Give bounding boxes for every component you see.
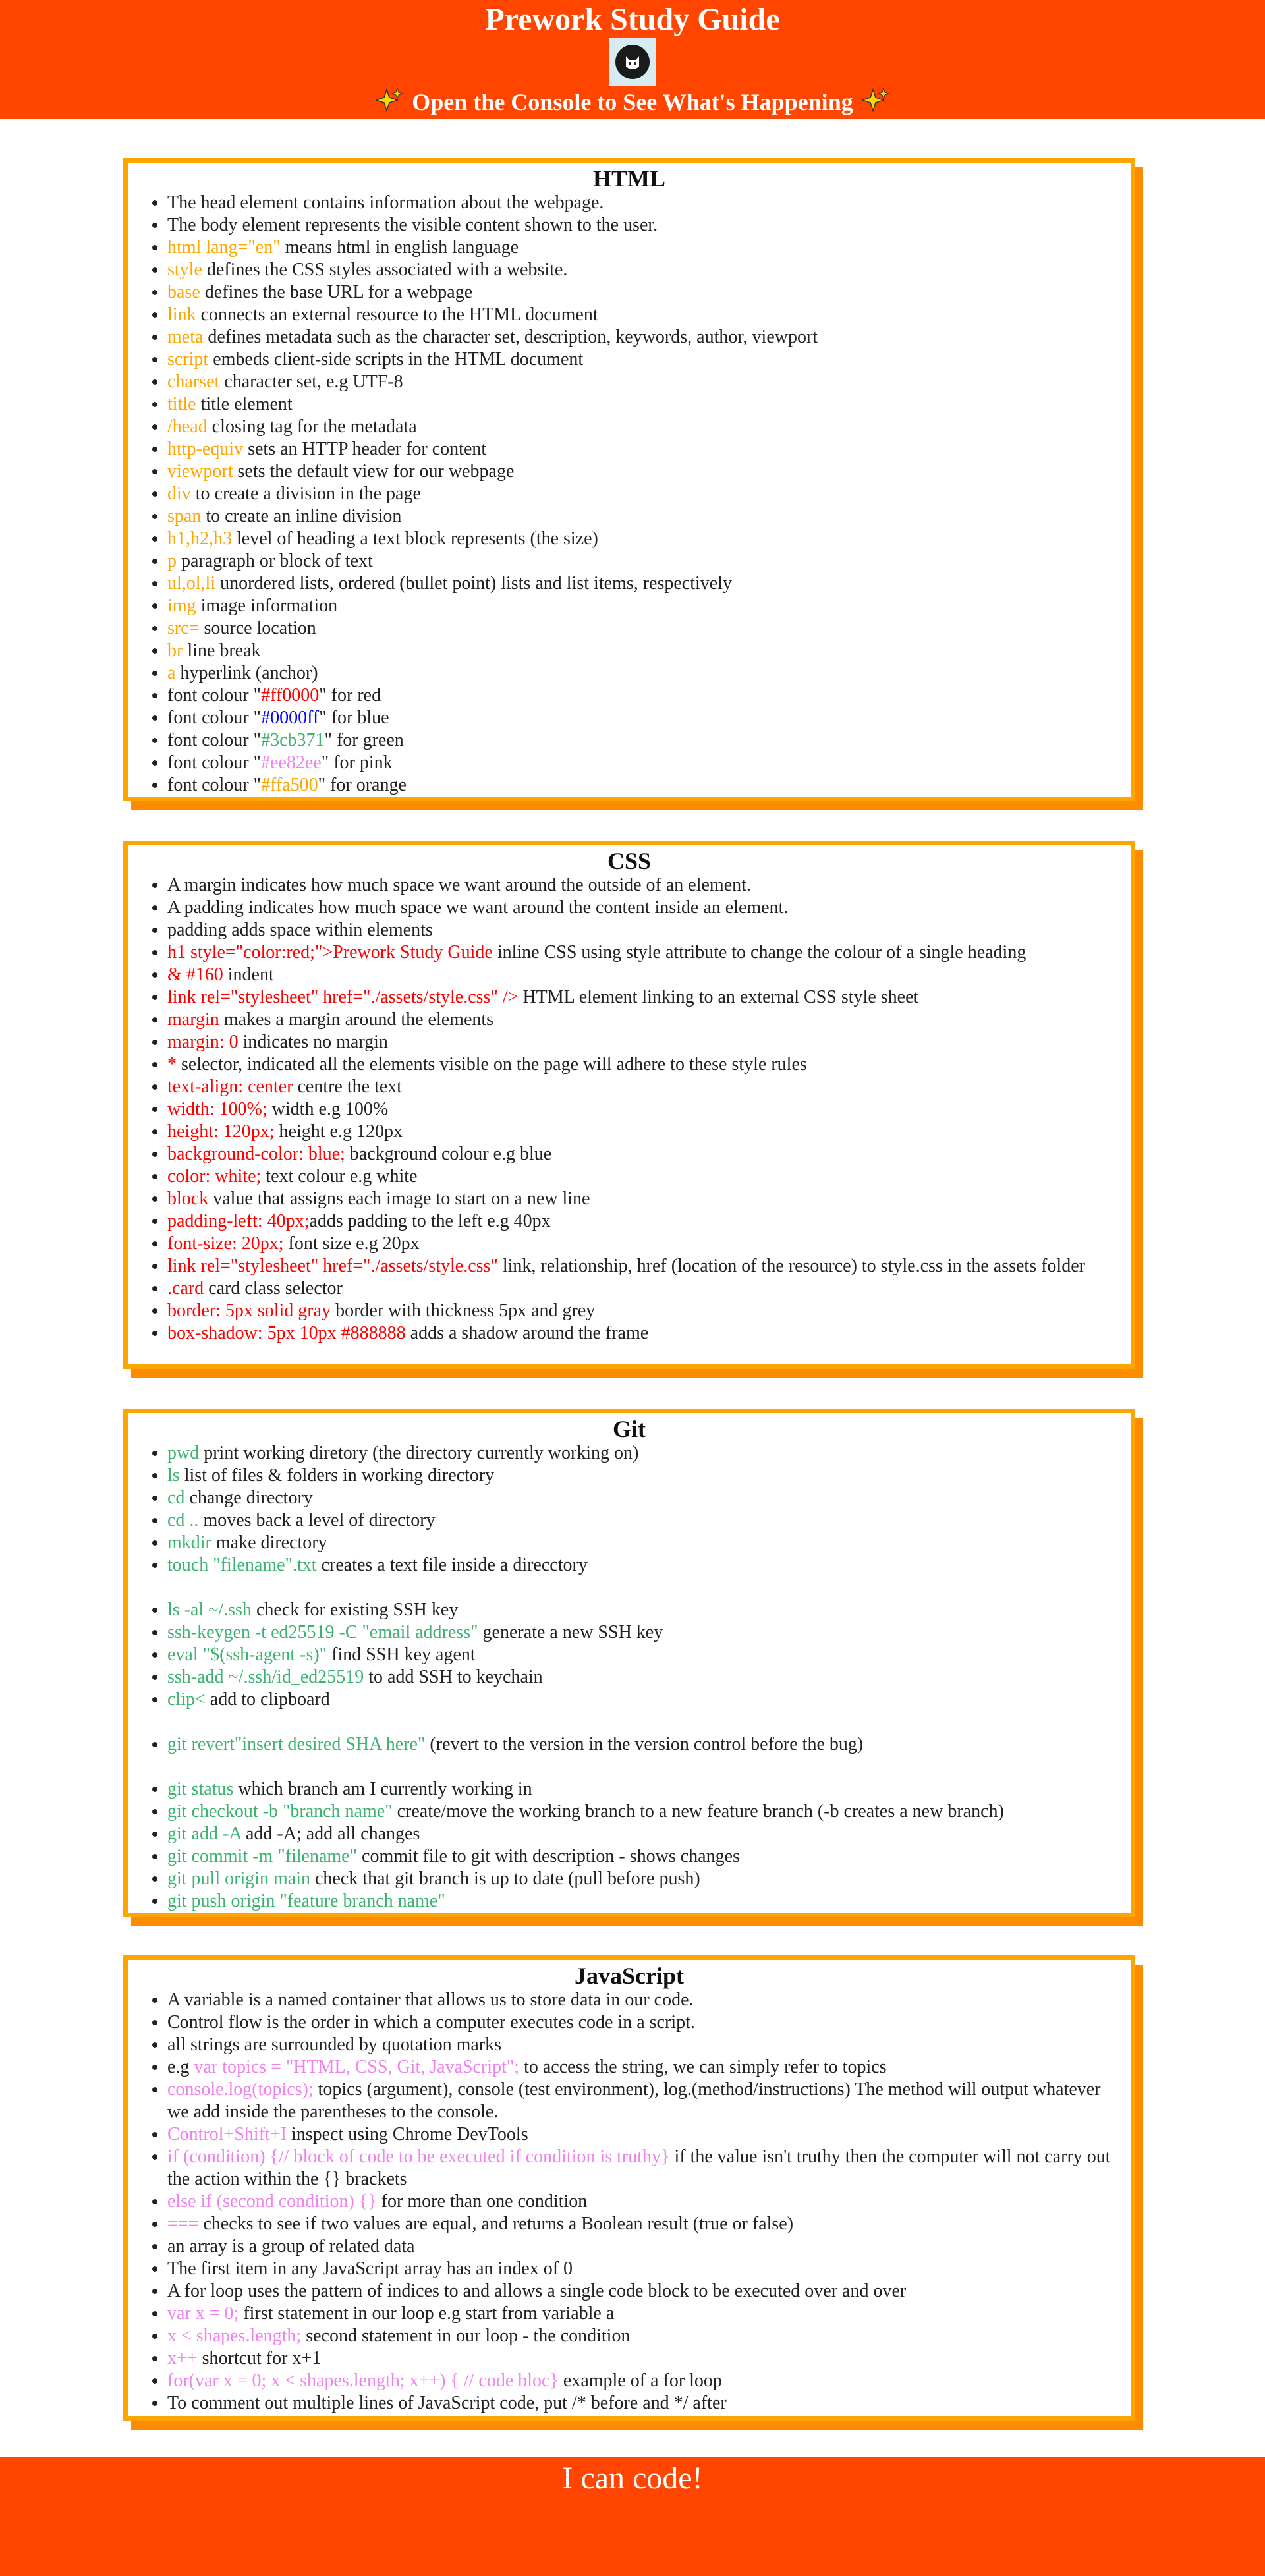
list-item xyxy=(167,1255,1117,1277)
list-item xyxy=(167,505,1117,528)
item-description: add -A; add all changes xyxy=(241,1824,420,1844)
list-item xyxy=(167,2370,1117,2392)
list-item xyxy=(167,1845,1117,1868)
list-item xyxy=(167,573,1117,595)
code-term: mkdir xyxy=(167,1532,211,1553)
list-item xyxy=(167,2146,1117,2191)
code-term: .card xyxy=(167,1278,204,1299)
item-description: find SSH key agent xyxy=(327,1644,476,1665)
code-term: Control+Shift+I xyxy=(167,2124,287,2144)
code-term: text-align: center xyxy=(167,1077,293,1097)
list-item xyxy=(167,393,1117,416)
item-description: indicates no margin xyxy=(238,1032,388,1052)
list-item xyxy=(167,1233,1117,1255)
code-term: === xyxy=(167,2214,199,2234)
code-term: ssh-add ~/.ssh/id_ed25519 xyxy=(167,1667,364,1687)
list-item xyxy=(167,304,1117,326)
item-prefix: font colour " xyxy=(167,752,262,773)
code-term: link xyxy=(167,304,196,325)
list-item xyxy=(167,1300,1117,1322)
item-description: generate a new SSH key xyxy=(478,1622,663,1642)
item-description: an array is a group of related data xyxy=(167,2236,415,2256)
item-description: which branch am I currently working in xyxy=(233,1779,532,1799)
item-prefix: font colour " xyxy=(167,775,262,795)
list-item xyxy=(167,371,1117,393)
list-item xyxy=(167,1031,1117,1053)
list-item xyxy=(167,617,1117,640)
list-item xyxy=(167,1487,1117,1509)
code-term: else if (second condition) {} xyxy=(167,2191,377,2212)
list-item xyxy=(167,1210,1117,1233)
font-colour-item xyxy=(167,774,1117,797)
git-list xyxy=(128,1442,1131,1913)
list-item xyxy=(167,461,1117,483)
item-description: selector, indicated all the elements visible on the page will adhere to these style rules xyxy=(177,1054,807,1075)
group-spacer xyxy=(167,1711,1117,1733)
item-description: height e.g 120px xyxy=(274,1121,403,1142)
list-item xyxy=(167,2258,1117,2280)
code-term: cd .. xyxy=(167,1510,199,1530)
list-item xyxy=(167,1621,1117,1644)
code-term: http-equiv xyxy=(167,439,244,459)
item-description: card class selector xyxy=(204,1278,343,1299)
list-item xyxy=(167,2191,1117,2213)
list-item xyxy=(167,897,1117,919)
code-term: margin xyxy=(167,1009,219,1030)
code-term: git status xyxy=(167,1779,234,1799)
code-term: script xyxy=(167,349,209,370)
code-term: if (condition) {// block of code to be executed if condition is truthy} xyxy=(167,2146,670,2167)
item-description: A margin indicates how much space we want around the outside of an element. xyxy=(167,875,751,895)
code-term: margin: 0 xyxy=(167,1032,239,1052)
javascript-card xyxy=(123,1955,1135,2421)
list-item xyxy=(167,1801,1117,1823)
list-item xyxy=(167,349,1117,371)
list-item xyxy=(167,2123,1117,2146)
item-description: add to clipboard xyxy=(205,1689,330,1710)
code-term: box-shadow: 5px 10px #888888 xyxy=(167,1323,406,1343)
code-term: style xyxy=(167,260,202,280)
item-description: second statement in our loop - the condition xyxy=(301,2326,631,2346)
list-item xyxy=(167,1666,1117,1689)
code-term: charset xyxy=(167,372,220,392)
code-term: span xyxy=(167,506,202,526)
code-term: /head xyxy=(167,416,208,437)
font-colour-item xyxy=(167,685,1117,707)
code-term: git push origin "feature branch name" xyxy=(167,1891,445,1911)
list-item xyxy=(167,640,1117,662)
list-item xyxy=(167,986,1117,1009)
item-prefix: e.g xyxy=(167,2057,194,2077)
list-item xyxy=(167,2325,1117,2347)
list-item xyxy=(167,1009,1117,1031)
item-description: shortcut for x+1 xyxy=(197,2348,322,2368)
html-list xyxy=(128,192,1131,685)
item-description: border with thickness 5px and grey xyxy=(331,1301,596,1321)
card-title: HTML xyxy=(592,165,665,192)
card-title: JavaScript xyxy=(575,1963,684,1989)
item-description: width e.g 100% xyxy=(267,1099,389,1119)
code-term: git pull origin main xyxy=(167,1868,310,1889)
list-item xyxy=(167,1554,1117,1577)
list-item xyxy=(167,483,1117,505)
list-item xyxy=(167,1165,1117,1188)
css-list xyxy=(128,874,1131,1345)
group-spacer xyxy=(167,1756,1117,1778)
item-description: all strings are surrounded by quotation marks xyxy=(167,2034,502,2055)
list-item xyxy=(167,1322,1117,1345)
item-description: character set, e.g UTF-8 xyxy=(219,372,403,392)
item-description: image information xyxy=(196,596,338,616)
item-prefix: font colour " xyxy=(167,685,262,706)
sparkles-icon xyxy=(862,87,889,122)
item-description: link, relationship, href (location of the resource) to style.css in the assets folder xyxy=(497,1256,1085,1276)
group-spacer xyxy=(167,1577,1117,1599)
html-card xyxy=(123,158,1135,801)
list-item xyxy=(167,1689,1117,1711)
item-description: text colour e.g white xyxy=(261,1166,418,1187)
card-title: CSS xyxy=(607,848,652,874)
item-description: source location xyxy=(199,618,316,638)
list-item xyxy=(167,259,1117,281)
item-description: moves back a level of directory xyxy=(198,1510,436,1530)
item-description: A for loop uses the pattern of indices to and allows a single code block to be executed over and over xyxy=(167,2281,907,2301)
code-term: h1,h2,h3 xyxy=(167,528,232,549)
list-item xyxy=(167,2056,1117,2079)
item-description: font size e.g 20px xyxy=(283,1233,420,1254)
subtitle xyxy=(0,86,1265,119)
code-term: width: 100%; xyxy=(167,1099,267,1119)
list-item xyxy=(167,2079,1117,2123)
item-description: To comment out multiple lines of JavaScript code, put /* before and */ after xyxy=(167,2393,727,2413)
item-description: adds padding to the left e.g 40px xyxy=(309,1211,551,1231)
code-term: ul,ol,li xyxy=(167,573,216,594)
font-colour-item xyxy=(167,729,1117,752)
list-item xyxy=(167,662,1117,685)
item-description: value that assigns each image to start on a new line xyxy=(208,1189,590,1209)
list-item xyxy=(167,1733,1117,1756)
item-description: hyperlink (anchor) xyxy=(175,663,318,683)
cat-silhouette-icon xyxy=(615,45,650,79)
list-item xyxy=(167,1644,1117,1666)
list-item xyxy=(167,1532,1117,1554)
colour-hex: #ffa500 xyxy=(261,775,318,795)
font-colour-list xyxy=(128,685,1131,797)
item-description: makes a margin around the elements xyxy=(219,1009,494,1030)
item-description: " for green xyxy=(324,730,404,750)
code-term: padding-left: 40px; xyxy=(167,1211,310,1231)
list-item xyxy=(167,941,1117,964)
code-term: ls -al ~/.ssh xyxy=(167,1600,252,1620)
list-item xyxy=(167,2213,1117,2235)
list-item xyxy=(167,2303,1117,2325)
item-description: creates a text file inside a direcctory xyxy=(316,1555,588,1575)
list-item xyxy=(167,326,1117,349)
item-description: check that git branch is up to date (pull before push) xyxy=(310,1868,700,1889)
code-term: html lang="en" xyxy=(167,237,281,258)
item-description: line break xyxy=(183,640,261,661)
item-description: A padding indicates how much space we want around the content inside an element. xyxy=(167,897,789,918)
item-description: The first item in any JavaScript array has an index of 0 xyxy=(167,2258,573,2279)
code-term: border: 5px solid gray xyxy=(167,1301,331,1321)
git-card xyxy=(123,1409,1135,1917)
code-term: div xyxy=(167,484,191,504)
list-item xyxy=(167,528,1117,550)
code-term: console.log(topics); xyxy=(167,2079,314,2100)
colour-hex: #ff0000 xyxy=(261,685,320,706)
item-description: HTML element linking to an external CSS style sheet xyxy=(518,987,919,1007)
code-term: eval "$(ssh-agent -s)" xyxy=(167,1644,327,1665)
item-description: (revert to the version in the version control before the bug) xyxy=(425,1734,864,1754)
list-item xyxy=(167,1599,1117,1621)
item-description: inspect using Chrome DevTools xyxy=(286,2124,528,2144)
list-item xyxy=(167,1143,1117,1165)
code-term: cd xyxy=(167,1488,185,1508)
code-term: ssh-keygen -t ed25519 -C "email address" xyxy=(167,1622,478,1642)
list-item xyxy=(167,1076,1117,1098)
item-prefix: font colour " xyxy=(167,708,262,728)
item-description: " for blue xyxy=(319,708,389,728)
item-description: check for existing SSH key xyxy=(251,1600,459,1620)
item-description: to create a division in the page xyxy=(190,484,421,504)
list-item xyxy=(167,1890,1117,1913)
item-description: list of files & folders in working directory xyxy=(179,1465,495,1486)
code-term: font-size: 20px; xyxy=(167,1233,284,1254)
list-item xyxy=(167,1823,1117,1845)
footer-text: I can code! xyxy=(562,2461,703,2496)
code-term: for(var x = 0; x < shapes.length; x++) { // code bloc} xyxy=(167,2370,559,2391)
list-item xyxy=(167,2011,1117,2034)
item-description: The body element represents the visible content shown to the user. xyxy=(167,215,658,235)
logo xyxy=(609,38,656,86)
code-term: x++ xyxy=(167,2348,198,2368)
code-term: git commit -m "filename" xyxy=(167,1846,358,1866)
list-item xyxy=(167,1509,1117,1532)
item-description: A variable is a named container that allows us to store data in our code. xyxy=(167,1990,694,2010)
code-term: img xyxy=(167,596,196,616)
item-description: defines the base URL for a webpage xyxy=(200,282,473,302)
list-item xyxy=(167,2347,1117,2370)
code-term: link rel="stylesheet" href="./assets/style.css" xyxy=(167,1256,498,1276)
list-item xyxy=(167,595,1117,617)
list-item xyxy=(167,1465,1117,1487)
code-term: block xyxy=(167,1189,209,1209)
item-prefix: font colour " xyxy=(167,730,262,750)
code-term: pwd xyxy=(167,1443,200,1463)
item-description: sets the default view for our webpage xyxy=(233,461,515,482)
list-item xyxy=(167,874,1117,897)
item-description: level of heading a text block represents (the size) xyxy=(232,528,598,549)
css-card xyxy=(123,841,1135,1369)
code-term: * xyxy=(167,1054,177,1075)
item-description: checks to see if two values are equal, and returns a Boolean result (true or false) xyxy=(198,2214,794,2234)
list-item xyxy=(167,1098,1117,1121)
code-term: br xyxy=(167,640,183,661)
item-description: embeds client-side scripts in the HTML document xyxy=(208,349,584,370)
item-description: Control flow is the order in which a computer executes code in a script. xyxy=(167,2012,695,2032)
list-item xyxy=(167,964,1117,986)
item-description: " for red xyxy=(319,685,381,706)
list-item xyxy=(167,1053,1117,1076)
item-description: indent xyxy=(223,965,274,985)
item-description: The head element contains information about the webpage. xyxy=(167,192,604,213)
item-description: topics (argument), console (test environment), log.(method/instructions) The method will output whatever we add inside the parentheses to the console. xyxy=(167,2079,1101,2122)
list-item xyxy=(167,416,1117,438)
item-description: " for pink xyxy=(321,752,393,773)
font-colour-item xyxy=(167,707,1117,729)
item-description: make directory xyxy=(211,1532,327,1553)
code-term: a xyxy=(167,663,176,683)
font-colour-item xyxy=(167,752,1117,774)
list-item xyxy=(167,1989,1117,2011)
card-title: Git xyxy=(613,1416,646,1442)
code-term: & #160 xyxy=(167,965,223,985)
list-item xyxy=(167,281,1117,304)
list-item xyxy=(167,2235,1117,2258)
item-description: sets an HTTP header for content xyxy=(243,439,487,459)
list-item xyxy=(167,1188,1117,1210)
item-description: inline CSS using style attribute to change the colour of a single heading xyxy=(492,942,1026,963)
item-description: centre the text xyxy=(293,1077,403,1097)
code-term: viewport xyxy=(167,461,233,482)
item-description: means html in english language xyxy=(280,237,519,258)
code-term: src= xyxy=(167,618,200,638)
item-description: commit file to git with description - shows changes xyxy=(357,1846,740,1866)
page-header xyxy=(0,0,1265,119)
code-term: ls xyxy=(167,1465,180,1486)
item-description: defines the CSS styles associated with a website. xyxy=(202,260,568,280)
code-term: git checkout -b "branch name" xyxy=(167,1801,393,1822)
item-description: paragraph or block of text xyxy=(177,551,373,571)
list-item xyxy=(167,550,1117,573)
item-description: title element xyxy=(196,394,293,414)
code-term: height: 120px; xyxy=(167,1121,275,1142)
code-term: clip< xyxy=(167,1689,206,1710)
page-footer xyxy=(0,2457,1265,2576)
list-item xyxy=(167,438,1117,461)
item-description: adds a shadow around the frame xyxy=(405,1323,649,1343)
item-description: defines metadata such as the character set, description, keywords, author, viewport xyxy=(203,327,818,347)
item-description: closing tag for the metadata xyxy=(207,416,417,437)
code-term: x < shapes.length; xyxy=(167,2326,302,2346)
code-term: p xyxy=(167,551,177,571)
item-description: connects an external resource to the HTML document xyxy=(196,304,598,325)
item-description: if the value isn't truthy then the computer will not carry out the action within the {} brackets xyxy=(167,2146,1111,2189)
list-item xyxy=(167,1442,1117,1465)
item-description: background colour e.g blue xyxy=(345,1144,552,1164)
list-item xyxy=(167,214,1117,237)
item-description: create/move the working branch to a new feature branch (-b creates a new branch) xyxy=(392,1801,1004,1822)
code-term: title xyxy=(167,394,196,414)
item-description: for more than one condition xyxy=(376,2191,588,2212)
list-item xyxy=(167,1868,1117,1890)
item-description: print working diretory (the directory currently working on) xyxy=(199,1443,639,1463)
sparkles-icon xyxy=(376,87,403,122)
code-term: touch "filename".txt xyxy=(167,1555,317,1575)
list-item xyxy=(167,1121,1117,1143)
list-item xyxy=(167,237,1117,259)
list-item xyxy=(167,2392,1117,2415)
code-term: git revert"insert desired SHA here" xyxy=(167,1734,426,1754)
colour-hex: #ee82ee xyxy=(261,752,322,773)
list-item xyxy=(167,1778,1117,1801)
list-item xyxy=(167,2034,1117,2056)
code-term: color: white; xyxy=(167,1166,262,1187)
list-item xyxy=(167,919,1117,941)
list-item xyxy=(167,192,1117,214)
list-item xyxy=(167,1277,1117,1300)
code-term: h1 style="color:red;">Prework Study Guide xyxy=(167,942,493,963)
page-title: Prework Study Guide xyxy=(485,2,780,37)
item-description: first statement in our loop e.g start from variable a xyxy=(239,2303,615,2324)
item-description: to add SSH to keychain xyxy=(364,1667,543,1687)
code-term: base xyxy=(167,282,200,302)
colour-hex: #0000ff xyxy=(261,708,320,728)
code-term: var topics = "HTML, CSS, Git, JavaScript"; xyxy=(194,2057,520,2077)
colour-hex: #3cb371 xyxy=(261,730,325,750)
item-description: to create an inline division xyxy=(201,506,402,526)
item-description: padding adds space within elements xyxy=(167,920,433,940)
code-term: background-color: blue; xyxy=(167,1144,345,1164)
code-term: meta xyxy=(167,327,204,347)
item-description: change directory xyxy=(184,1488,313,1508)
code-term: var x = 0; xyxy=(167,2303,239,2324)
item-description: unordered lists, ordered (bullet point) lists and list items, respectively xyxy=(215,573,732,594)
javascript-list xyxy=(128,1989,1131,2415)
code-term: git add -A xyxy=(167,1824,241,1844)
item-description: to access the string, we can simply refer to topics xyxy=(519,2057,887,2077)
item-description: " for orange xyxy=(318,775,407,795)
list-item xyxy=(167,2280,1117,2303)
code-term: link rel="stylesheet" href="./assets/style.css" /> xyxy=(167,987,519,1007)
item-description: example of a for loop xyxy=(558,2370,722,2391)
subtitle-text: Open the Console to See What's Happening xyxy=(412,89,853,115)
